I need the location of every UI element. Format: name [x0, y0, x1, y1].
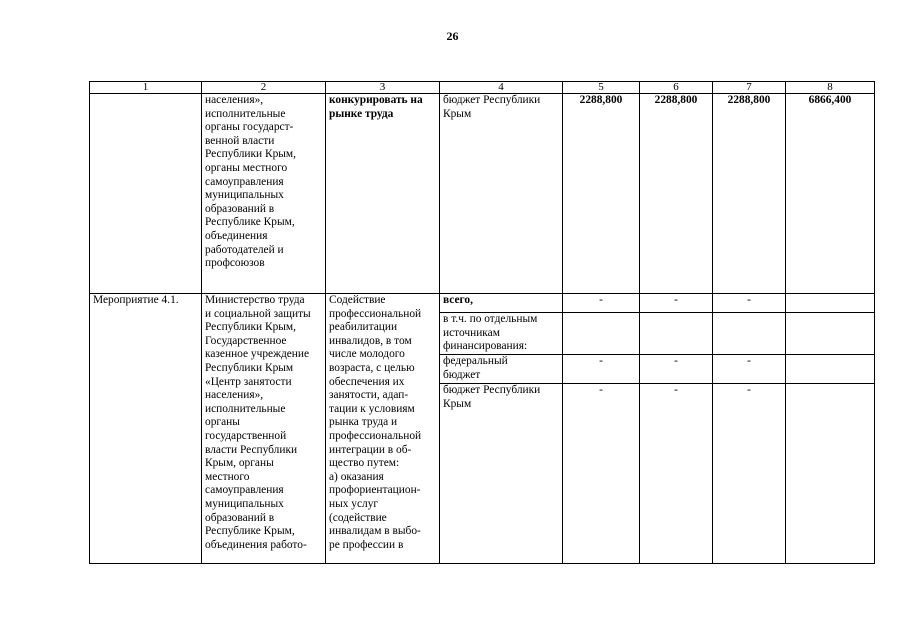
row2-republic-5: -	[563, 384, 640, 564]
row2-republic-7: -	[713, 384, 786, 564]
row2-federal-5: -	[563, 355, 640, 384]
col-header-8: 8	[786, 82, 875, 94]
row1-goal-cell: конкурировать на рынке труда	[326, 94, 440, 294]
col-header-3: 3	[326, 82, 440, 94]
col-header-6: 6	[640, 82, 713, 94]
col-header-1: 1	[90, 82, 202, 94]
row1-executors-cell: населения», исполнительные органы государст- венной власти Республики Крым, органы местного самоуправления муниципальных образований в Республике Крым, объединения работодателей и профсоюзов	[202, 94, 326, 294]
row2-breakdown-8	[786, 313, 875, 355]
row1-value-5: 2288,800	[563, 94, 640, 294]
program-table	[89, 81, 875, 564]
row2-federal-7: -	[713, 355, 786, 384]
row2-republic-6: -	[640, 384, 713, 564]
row2-executors-cell: Министерство труда и социальной защиты Республики Крым, Государственное казенное учреждение Республики Крым «Центр занятости населения», исполнительные органы государственной власти Республики Крым, органы местного самоуправления муниципальных образований в Республике Крым, объединения работо-	[202, 294, 326, 564]
col-header-4: 4	[440, 82, 563, 94]
page-number: 26	[446, 29, 459, 43]
row1-value-6: 2288,800	[640, 94, 713, 294]
row2-breakdown-5	[563, 313, 640, 355]
row2-federal-8	[786, 355, 875, 384]
col-header-7: 7	[713, 82, 786, 94]
table-row	[90, 294, 875, 313]
row2-republic-8	[786, 384, 875, 564]
row2-total-8	[786, 294, 875, 313]
row2-source-federal: федеральный бюджет	[440, 355, 563, 384]
row2-total-7: -	[713, 294, 786, 313]
row2-total-5: -	[563, 294, 640, 313]
row1-activity-cell	[90, 94, 202, 294]
row2-federal-6: -	[640, 355, 713, 384]
row2-breakdown-7	[713, 313, 786, 355]
col-header-5: 5	[563, 82, 640, 94]
table-row	[90, 94, 875, 294]
row2-goal-cell: Содействие профессиональной реабилитации инвалидов, в том числе молодого возраста, с целью обеспечения их занятости, адап- тации к условиям рынка труда и профессиональной интеграции в об- щество путем: а) оказания профориентацион- ных услуг (содействие инвалидам в выбо- ре профессии в	[326, 294, 440, 564]
row1-value-8: 6866,400	[786, 94, 875, 294]
row1-value-7: 2288,800	[713, 94, 786, 294]
row2-breakdown-6	[640, 313, 713, 355]
column-number-row	[90, 82, 875, 94]
row1-source-cell: бюджет Республики Крым	[440, 94, 563, 294]
row2-activity-cell: Мероприятие 4.1.	[90, 294, 202, 564]
col-header-2: 2	[202, 82, 326, 94]
row2-total-6: -	[640, 294, 713, 313]
row2-source-republic: бюджет Республики Крым	[440, 384, 563, 564]
row2-source-total: всего,	[440, 294, 563, 313]
row2-source-breakdown: в т.ч. по отдельным источникам финансирования:	[440, 313, 563, 355]
